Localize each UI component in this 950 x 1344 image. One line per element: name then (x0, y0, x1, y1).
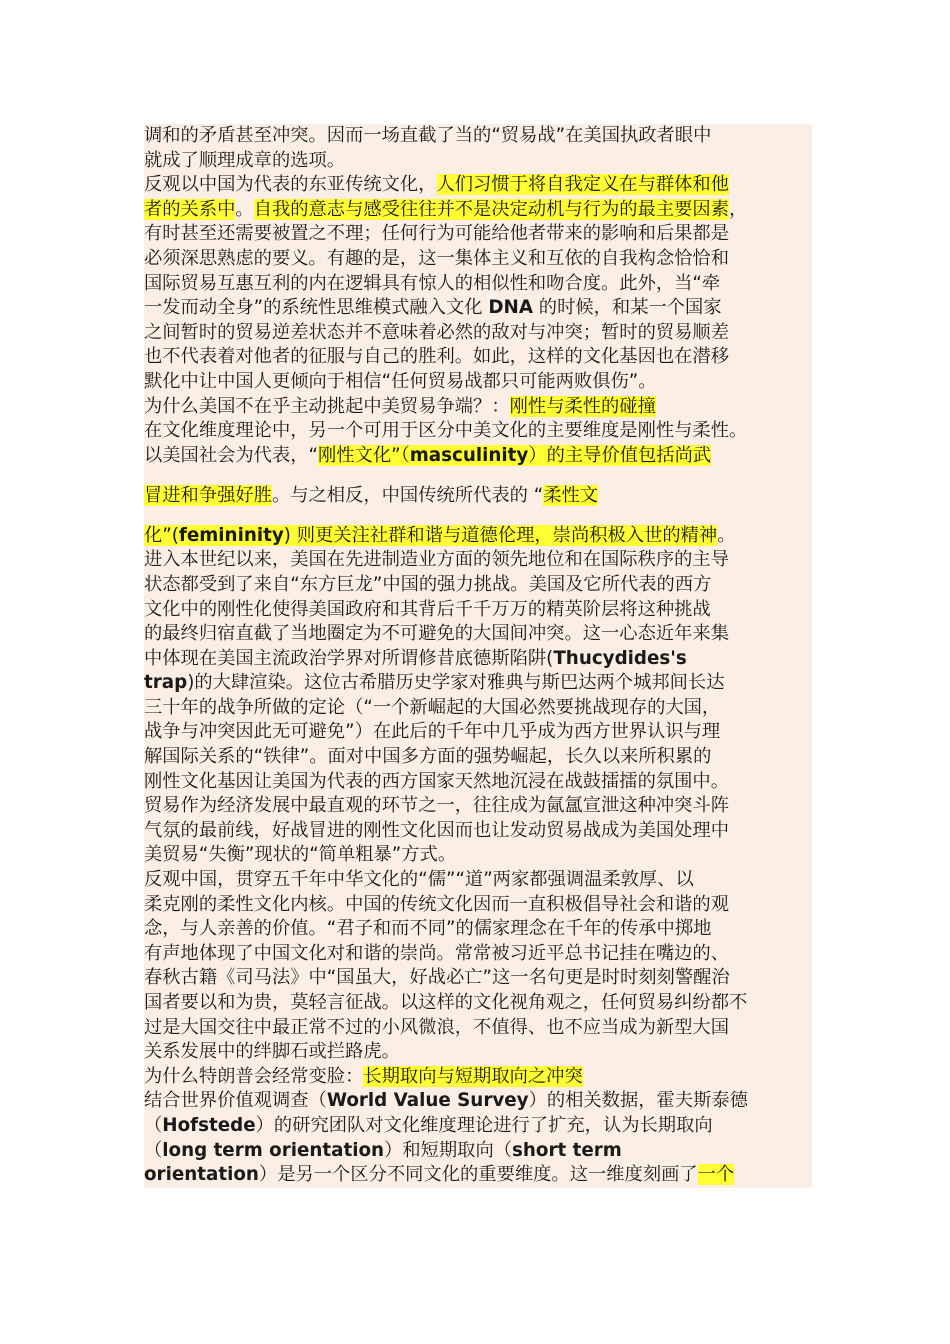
text-run: 调和的矛盾甚至冲突。因而一场直截了当的“贸易战”在美国执政者眼中 (144, 125, 712, 146)
bold-text: Thucydides's (553, 647, 687, 669)
text-line (144, 966, 812, 991)
text-run: ， (729, 198, 748, 220)
text-line (144, 484, 812, 524)
text-run: 之间暂时的贸易逆差状态并不意味着必然的敌对与冲突；暂时的贸易顺差 (144, 321, 729, 343)
text-run: ）是另一个区分不同文化的重要维度。这一维度刻画了 (258, 1164, 698, 1186)
text-run: 的最终归宿直截了当地圈定为不可避免的大国间冲突。这一心态近年来集 (144, 623, 729, 645)
text-run: 文化中的刚性化使得美国政府和其背后千千万万的精英阶层将这种挑战 (144, 598, 711, 620)
text-run: 反观以中国为代表的东亚传统文化， (144, 174, 437, 196)
text-run: 。 (235, 198, 254, 220)
text-line (144, 198, 812, 223)
bold-text: World Value Survey (326, 1090, 529, 1112)
text-line (144, 173, 812, 198)
text-run: 也不代表着对他者的征服与自己的胜利。如此，这样的文化基因也在潜移 (144, 346, 729, 368)
highlighted-text: 刚性与柔性的碰撞 (509, 395, 656, 417)
text-run: （ (144, 1114, 163, 1136)
text-run: 为什么美国不在乎主动挑起中美贸易争端？： (144, 395, 510, 417)
highlighted-text: 化”( (144, 524, 179, 546)
text-line (144, 671, 812, 696)
text-run: 一发而动全身”的系统性思维模式融入文化 (144, 297, 489, 319)
text-line (144, 1016, 812, 1041)
bold-text: long term orientation (162, 1139, 385, 1161)
text-run: 中体现在美国主流政治学界对所谓修昔底德斯陷阱( (144, 647, 554, 669)
text-line (144, 149, 812, 174)
highlighted-text: 自我的意志与感受往往并不是决定动机与行为的最主要因素 (253, 198, 729, 220)
text-run: ）的相关数据，霍夫斯泰德 (528, 1090, 748, 1112)
text-line (144, 296, 812, 321)
text-run: 有声地体现了中国文化对和谐的崇尚。常常被习近平总书记挂在嘴边的、 (144, 942, 729, 964)
text-line (144, 444, 812, 484)
text-line (144, 942, 812, 967)
highlighted-text: 者的关系中 (144, 198, 236, 220)
highlighted-text: femininity (178, 524, 284, 546)
highlighted-text: masculinity (409, 444, 529, 466)
text-line (144, 321, 812, 346)
bold-text: Hofstede (162, 1114, 256, 1136)
text-line (144, 696, 812, 721)
text-line (144, 1139, 812, 1164)
bold-text: trap (144, 672, 188, 694)
text-run: ）的研究团队对文化维度理论进行了扩充，认为长期取向 (255, 1114, 713, 1136)
highlighted-text: 人们习惯于将自我定义在与群体和他 (436, 174, 729, 196)
text-line (144, 819, 812, 844)
text-line (144, 1163, 812, 1188)
text-line (144, 598, 812, 623)
text-run: 有时甚至还需要被置之不理；任何行为可能给他者带来的影响和后果都是 (144, 223, 729, 245)
text-line (144, 794, 812, 819)
text-run: 反观中国，贯穿五千年中华文化的“儒”“道”两家都强调温柔敦厚、以 (144, 869, 694, 891)
text-line (144, 991, 812, 1016)
bold-text: short term (512, 1139, 622, 1161)
text-line (144, 548, 812, 573)
text-run: 国者要以和为贵，莫轻言征战。以这样的文化视角观之，任何贸易纠纷都不 (144, 992, 748, 1013)
highlighted-text: ) 则更关注社群和谐与道德伦理，崇尚积极入世的精神 (283, 524, 718, 546)
text-line (144, 222, 812, 247)
text-run: 状态都受到了来自“东方巨龙”中国的强力挑战。美国及它所代表的西方 (144, 573, 712, 595)
text-line (144, 345, 812, 370)
text-line (144, 1065, 812, 1090)
text-line (144, 745, 812, 770)
text-run: 过是大国交往中最正常不过的小风微浪，不值得、也不应当成为新型大国 (144, 1016, 729, 1038)
bold-text: orientation (144, 1164, 259, 1186)
highlighted-text: 刚性文化”（ (318, 444, 410, 466)
text-run: 进入本世纪以来，美国在先进制造业方面的领先地位和在国际秩序的主导 (144, 549, 729, 571)
text-run: 战争与冲突因此无可避免”）在此后的千年中几乎成为西方世界认识与理 (144, 721, 721, 743)
text-run: 春秋古籍《司马法》中“国虽大，好战必亡”这一名句更是时时刻刻警醒治 (144, 967, 730, 989)
text-run: 默化中让中国人更倾向于相信“任何贸易战都只可能两败俱伤”。 (144, 370, 657, 392)
text-run: 结合世界价值观调查（ (144, 1090, 327, 1112)
text-run: 美贸易“失衡”现状的“简单粗暴”方式。 (144, 844, 457, 866)
text-run: 柔克刚的柔性文化内核。中国的传统文化因而一直积极倡导社会和谐的观 (144, 893, 729, 915)
text-line (144, 720, 812, 745)
text-line (144, 247, 812, 272)
text-line (144, 843, 812, 868)
highlighted-text: ）的主导价值包括尚武 (528, 444, 712, 466)
text-run: 以美国社会为代表，“ (144, 444, 319, 466)
text-line (144, 272, 812, 297)
text-line (144, 917, 812, 942)
text-run: 解国际关系的“铁律”。面对中国多方面的强势崛起，长久以来所积累的 (144, 746, 712, 768)
text-run: )的大肆渲染。这位古希腊历史学家对雅典与斯巴达两个城邦间长达 (187, 672, 725, 694)
text-line (144, 573, 812, 598)
bold-text: DNA (488, 297, 533, 319)
text-run: 的时候，和某一个国家 (532, 297, 722, 319)
highlighted-text: 长期取向与短期取向之冲突 (363, 1065, 583, 1087)
text-run: 三十年的战争所做的定论（“一个新崛起的大国必然要挑战现存的大国， (144, 696, 721, 718)
text-run: 刚性文化基因让美国为代表的西方国家天然地沉浸在战鼓擂擂的氛围中。 (144, 770, 729, 792)
text-line (144, 1089, 812, 1114)
text-run: 关系发展中的绊脚石或拦路虎。 (144, 1041, 400, 1063)
text-run: 念，与人亲善的价值。“君子和而不同”的儒家理念在千年的传承中掷地 (144, 918, 712, 940)
text-run: ）和短期取向（ (384, 1139, 513, 1161)
text-line (144, 124, 812, 149)
text-line (144, 395, 812, 420)
text-run: 为什么特朗普会经常变脸： (144, 1065, 364, 1087)
text-run: 气氛的最前线，好战冒进的刚性文化因而也让发动贸易战成为美国处理中 (144, 819, 729, 841)
text-run: 国际贸易互惠互利的内在逻辑具有惊人的相似性和吻合度。此外，当“牵 (144, 272, 721, 294)
text-line (144, 370, 812, 395)
text-line (144, 1040, 812, 1065)
text-line (144, 868, 812, 893)
text-run: （ (144, 1139, 163, 1161)
text-run: 就成了顺理成章的选项。 (144, 149, 346, 171)
text-run: 贸易作为经济发展中最直观的环节之一，往往成为氤氲宣泄这种冲突斗阵 (144, 795, 729, 817)
text-line (144, 647, 812, 672)
text-line (144, 770, 812, 795)
highlighted-text: 柔性文 (543, 484, 599, 506)
text-run: 在文化维度理论中，另一个可用于区分中美文化的主要维度是刚性与柔性。 (144, 420, 748, 442)
highlighted-text: 一个 (697, 1164, 735, 1186)
text-line (144, 893, 812, 918)
text-run: 必须深思熟虑的要义。有趣的是，这一集体主义和互依的自我构念恰恰和 (144, 247, 729, 269)
text-line (144, 419, 812, 444)
text-line (144, 524, 812, 549)
text-line (144, 622, 812, 647)
text-line (144, 1114, 812, 1139)
text-run: 。 (717, 524, 736, 546)
text-run: 。与之相反，中国传统所代表的 “ (271, 484, 544, 506)
highlighted-text: 冒进和争强好胜 (144, 484, 272, 506)
body-text-block (144, 124, 812, 1188)
